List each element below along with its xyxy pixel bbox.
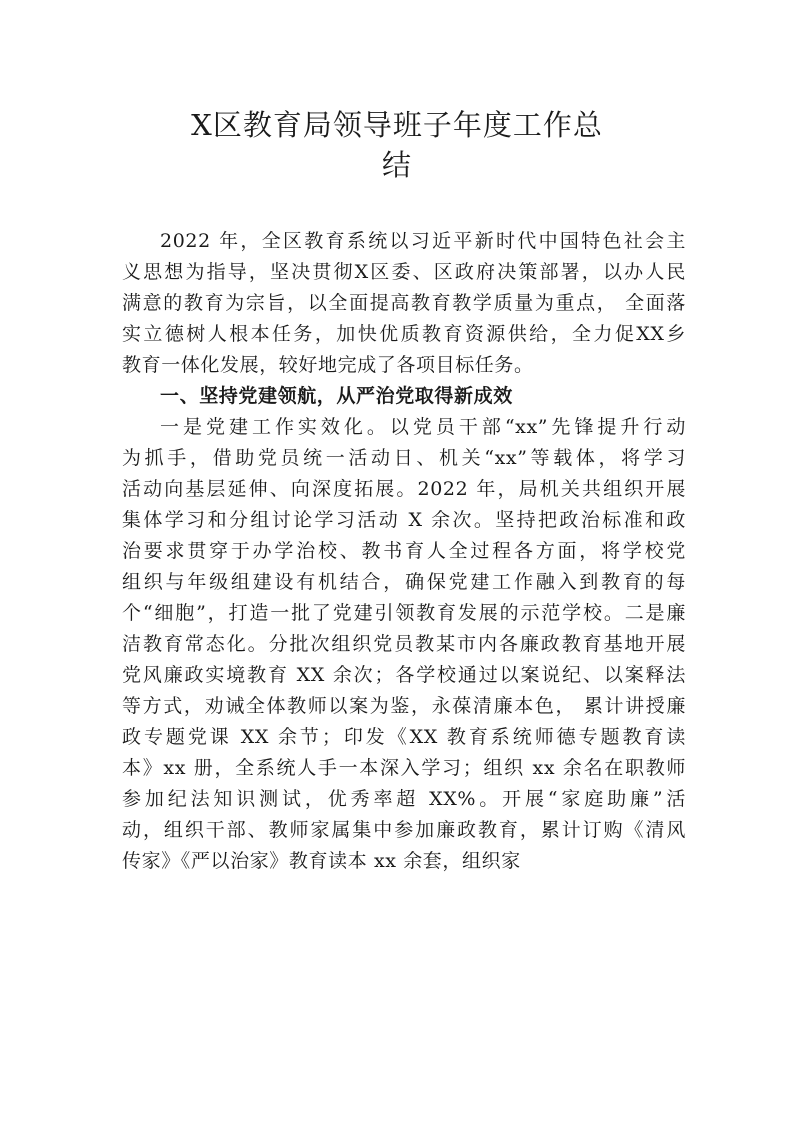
text-line: 个“细胞”，打造一批了党建引领教育发展的示范学校。二是廉 (122, 602, 686, 624)
text-line: 活动向基层延伸、向深度拓展。2022 年，局机关共组织开展 (122, 478, 686, 500)
text-line: 等方式，劝诫全体教师以案为鉴，永葆清廉本色， 累计讲授廉 (122, 695, 686, 717)
paragraph-party-building (122, 412, 686, 877)
text-line: 教育一体化发展，较好地完成了各项目标任务。 (122, 354, 534, 376)
text-line: 参加纪法知识测试，优秀率超 XX%。开展“家庭助廉”活 (122, 788, 686, 810)
text-line: 义思想为指导，坚决贯彻X区委、区政府决策部署，以办人民 (122, 261, 686, 283)
title-line-2: 结 (381, 148, 412, 182)
section-heading-1: 一、坚持党建领航，从严治党取得新成效 (160, 385, 513, 407)
text-line: 传家》《严以治家》教育读本 xx 余套，组织家 (122, 850, 521, 872)
text-line: 实立德树人根本任务，加快优质教育资源供给，全力促XX乡 (122, 323, 686, 345)
text-line: 满意的教育为宗旨，以全面提高教育教学质量为重点， 全面落 (122, 292, 686, 314)
paragraph-intro (122, 226, 686, 381)
text-line: 动，组织干部、教师家属集中参加廉政教育，累计订购《清风 (122, 819, 686, 841)
text-line: 洁教育常态化。分批次组织党员教某市内各廉政教育基地开展 (122, 633, 686, 655)
text-line: 一是党建工作实效化。以党员干部“xx”先锋提升行动 (160, 416, 686, 438)
title-line-1: X区教育局领导班子年度工作总 (191, 108, 603, 142)
text-line: 治要求贯穿于办学治校、教书育人全过程各方面，将学校党 (122, 540, 686, 562)
text-line: 党风廉政实境教育 XX 余次；各学校通过以案说纪、以案释法 (122, 664, 686, 686)
document-body (122, 226, 686, 877)
text-line: 政专题党课 XX 余节；印发《XX 教育系统师德专题教育读 (122, 726, 686, 748)
document-title (160, 105, 634, 185)
text-line: 本》xx 册，全系统人手一本深入学习；组织 xx 余名在职教师 (122, 757, 686, 779)
text-line: 2022 年，全区教育系统以习近平新时代中国特色社会主 (160, 230, 686, 252)
text-line: 集体学习和分组讨论学习活动 X 余次。坚持把政治标准和政 (122, 509, 686, 531)
text-line: 为抓手，借助党员统一活动日、机关“xx”等载体，将学习 (122, 447, 686, 469)
text-line: 组织与年级组建设有机结合，确保党建工作融入到教育的每 (122, 571, 686, 593)
